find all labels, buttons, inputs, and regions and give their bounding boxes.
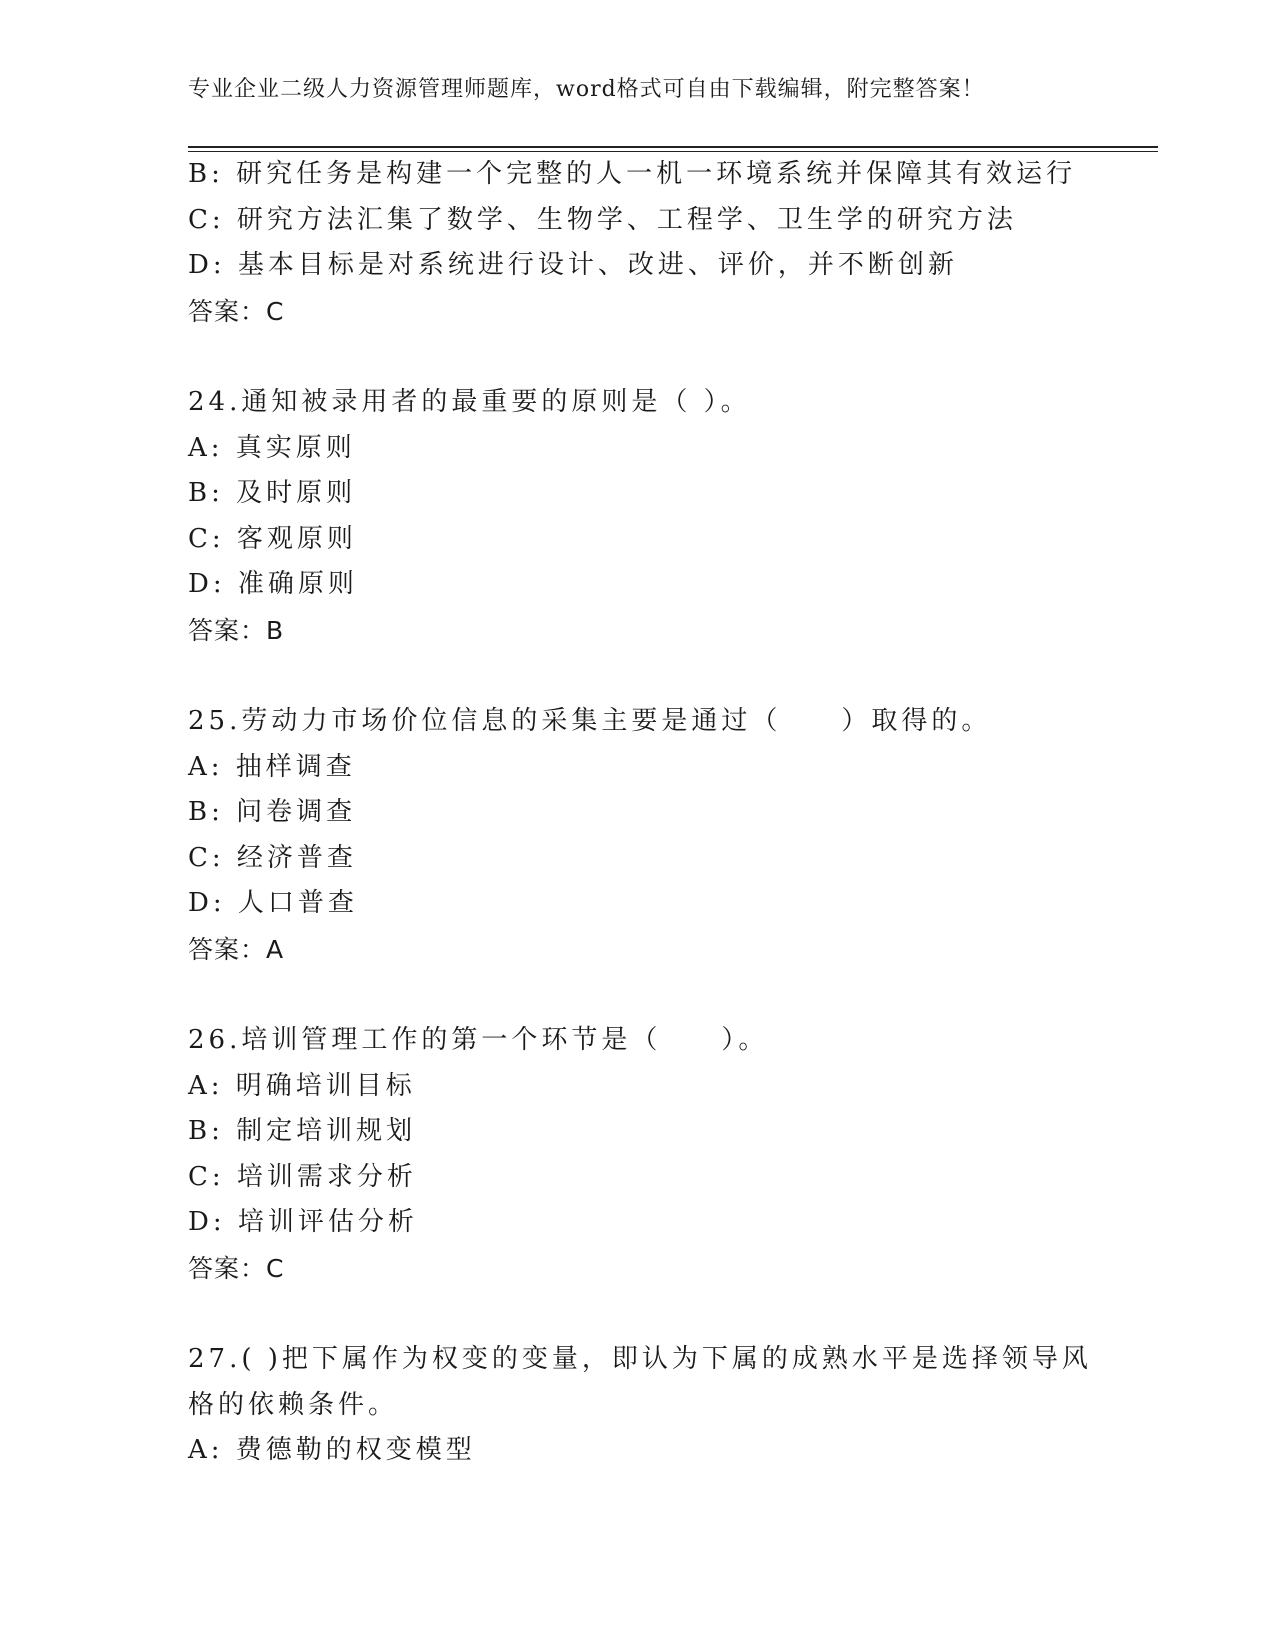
answer: 答案：A (188, 934, 285, 964)
question-stem: 24.通知被录用者的最重要的原则是（ ）。 (188, 387, 751, 417)
page-header: 专业企业二级人力资源管理师题库，word格式可自由下载编辑，附完整答案！ (188, 77, 985, 102)
option-d: D: 培训评估分析 (188, 1207, 418, 1237)
option-b: B: 问卷调查 (188, 797, 357, 827)
question-27 (188, 1337, 1138, 1474)
option-b: B: 及时原则 (188, 478, 357, 508)
answer: 答案：B (188, 615, 285, 645)
option-b: B: 研究任务是构建一个完整的人一机一环境系统并保障其有效运行 (188, 159, 1077, 189)
question-stem: 25.劳动力市场价位信息的采集主要是通过（ ）取得的。 (188, 706, 992, 736)
option-a: A: 费德勒的权变模型 (188, 1435, 476, 1465)
option-a: A: 真实原则 (188, 432, 356, 463)
option-c: C: 研究方法汇集了数学、生物学、工程学、卫生学的研究方法 (188, 204, 1017, 235)
question-25 (188, 699, 1138, 972)
question-26 (188, 1018, 1138, 1291)
question-24 (188, 380, 1138, 653)
question-stem-line-2: 格的依赖条件。 (188, 1389, 399, 1420)
option-c: C: 客观原则 (188, 523, 357, 554)
question-23-continuation (188, 152, 1138, 334)
question-stem-line-1: 27.( )把下属作为权变的变量，即认为下属的成熟水平是选择领导风 (188, 1344, 1092, 1374)
document-body (188, 152, 1138, 1474)
option-a: A: 抽样调查 (188, 751, 356, 782)
question-stem: 26.培训管理工作的第一个环节是（ ）。 (188, 1025, 769, 1055)
option-c: C: 培训需求分析 (188, 1161, 417, 1192)
option-d: D: 基本目标是对系统进行设计、改进、评价，并不断创新 (188, 250, 958, 280)
answer: 答案：C (188, 1253, 285, 1283)
option-d: D: 人口普查 (188, 888, 358, 918)
option-b: B: 制定培训规划 (188, 1116, 417, 1146)
option-d: D: 准确原则 (188, 569, 358, 599)
option-c: C: 经济普查 (188, 842, 357, 873)
option-a: A: 明确培训目标 (188, 1070, 416, 1101)
answer: 答案：C (188, 296, 285, 326)
